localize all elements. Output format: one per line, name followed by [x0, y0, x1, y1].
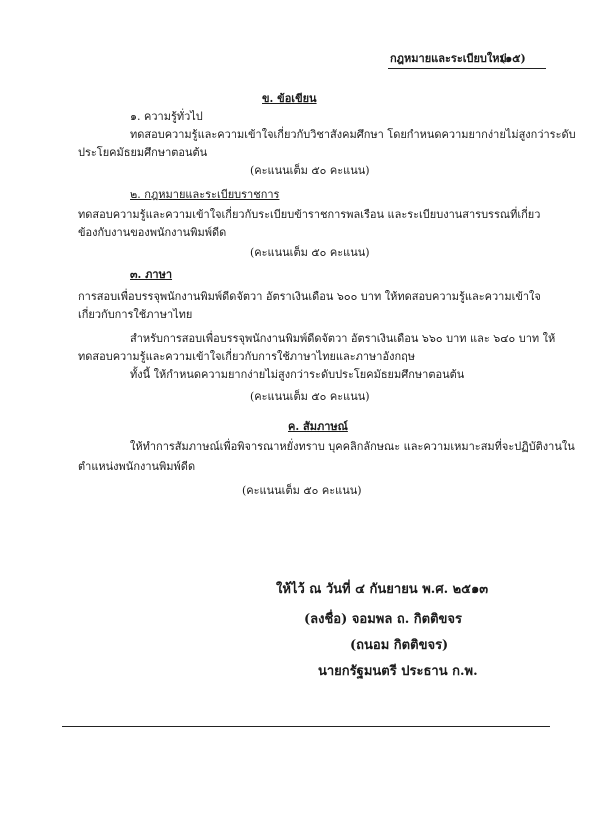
- sub2-line2: ข้องกับงานของพนักงานพิมพ์ดีด: [78, 226, 227, 239]
- section-heading-written: ข. ข้อเขียน: [262, 92, 317, 105]
- sub2-line1: ทดสอบความรู้และความเข้าใจเกี่ยวกับระเบียบข้าราชการพลเรือน และระเบียบงานสารบรรณที่เกี่ยว: [78, 208, 541, 221]
- sub2-score: (คะแนนเต็ม ๕๐ คะแนน): [250, 246, 370, 259]
- running-title: กฎหมายและระเบียบใหม่: [390, 52, 507, 65]
- footer-rule: [62, 726, 550, 727]
- signature-date-line: ให้ไว้ ณ วันที่ ๔ กันยายน พ.ศ. ๒๕๑๓: [276, 582, 489, 597]
- interview-score: (คะแนนเต็ม ๕๐ คะแนน): [242, 484, 362, 497]
- sub2-title: ๒. กฎหมายและระเบียบราชการ: [130, 188, 280, 201]
- signature-title-line: นายกรัฐมนตรี ประธาน ก.พ.: [318, 664, 478, 679]
- sub3-line2: เกี่ยวกับการใช้ภาษาไทย: [78, 308, 193, 321]
- sub1-line1: ทดสอบความรู้และความเข้าใจเกี่ยวกับวิชาสังคมศึกษา โดยกำหนดความยากง่ายไม่สูงกว่าระดับ: [130, 128, 576, 141]
- signature-name-line: (ถนอม กิตติขจร): [350, 638, 449, 653]
- sub3-score: (คะแนนเต็ม ๕๐ คะแนน): [250, 390, 370, 403]
- sub1-line2: ประโยคมัธยมศึกษาตอนต้น: [78, 146, 208, 159]
- signature-signed-line: (ลงชื่อ) จอมพล ถ. กิตติขจร: [304, 612, 462, 627]
- header-rule: [388, 68, 546, 69]
- sub1-score: (คะแนนเต็ม ๕๐ คะแนน): [250, 164, 370, 177]
- sub3-line4: ทดสอบความรู้และความเข้าใจเกี่ยวกับการใช้ภาษาไทยและภาษาอังกฤษ: [78, 350, 416, 363]
- interview-line1: ให้ทำการสัมภาษณ์เพื่อพิจารณาหยั่งทราบ บุคคลิกลักษณะ และความเหมาะสมที่จะปฏิบัติงานใน: [130, 440, 575, 453]
- sub3-line1: การสอบเพื่อบรรจุพนักงานพิมพ์ดีดจัตวา อัตราเงินเดือน ๖๐๐ บาท ให้ทดสอบความรู้และความเข้าใจ: [78, 290, 541, 303]
- sub3-title: ๓. ภาษา: [130, 268, 173, 281]
- sub3-line5: ทั้งนี้ ให้กำหนดความยากง่ายไม่สูงกว่าระดับประโยคมัธยมศึกษาตอนต้น: [130, 368, 465, 381]
- interview-line2: ตำแหน่งพนักงานพิมพ์ดีด: [78, 460, 196, 473]
- page-number: (๑๕): [500, 52, 526, 65]
- section-heading-interview: ค. สัมภาษณ์: [288, 420, 348, 433]
- sub3-line3: สำหรับการสอบเพื่อบรรจุพนักงานพิมพ์ดีดจัตวา อัตราเงินเดือน ๖๖๐ บาท และ ๖๔๐ บาท ให้: [130, 332, 556, 345]
- sub1-title: ๑. ความรู้ทั่วไป: [130, 110, 203, 123]
